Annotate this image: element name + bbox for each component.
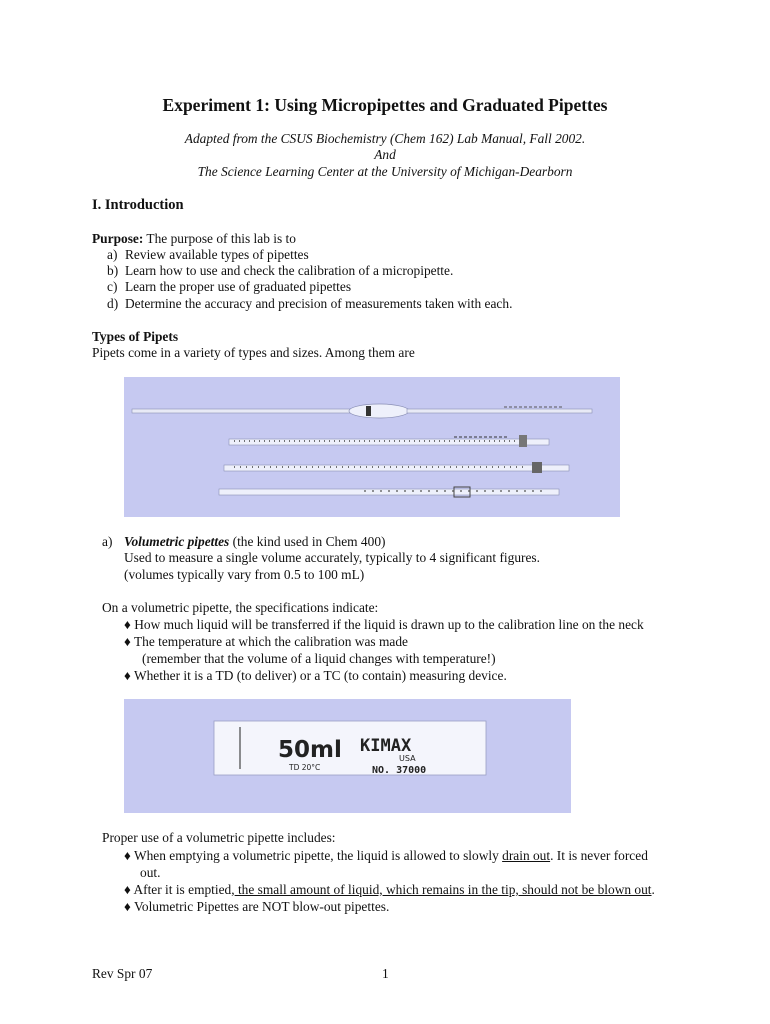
temp-text: TD 20°C: [289, 763, 321, 772]
volumetric-pipette-drawing: [132, 404, 592, 418]
pipette-label-photo: [124, 699, 571, 813]
diamond-bullet-icon: ♦: [124, 882, 131, 897]
volumetric-line-3: (volumes typically vary from 0.5 to 100 mL): [124, 567, 365, 582]
spec-item-note: (remember that the volume of a liquid changes with temperature!): [142, 651, 496, 666]
purpose-label: Purpose:: [92, 231, 144, 246]
diamond-bullet-icon: ♦: [124, 634, 131, 649]
purpose-item: a) Review available types of pipettes: [107, 247, 309, 262]
proper-item: ♦ After it is emptied, the small amount of liquid, which remains in the tip, should not be blown out.: [124, 882, 655, 897]
volume-text: 50ml: [278, 737, 342, 763]
volumetric-line-2: Used to measure a single volume accurately, typically to 4 significant figures.: [124, 550, 540, 565]
graduated-pipette-drawing: [229, 435, 549, 447]
graduated-pipette-drawing-2: [224, 462, 569, 473]
volumetric-heading: a) Volumetric pipettes (the kind used in Chem 400): [102, 534, 386, 549]
pipettes-photo: [124, 377, 620, 517]
brand-text: KIMAX: [360, 736, 412, 756]
purpose-item: b) Learn how to use and check the calibration of a micropipette.: [107, 263, 454, 278]
spec-item: ♦ Whether it is a TD (to deliver) or a TC (to contain) measuring device.: [124, 668, 507, 683]
types-text: Pipets come in a variety of types and sizes. Among them are: [92, 345, 415, 360]
diamond-bullet-icon: ♦: [124, 668, 131, 683]
spec-item: ♦ The temperature at which the calibration was made: [124, 634, 408, 649]
spec-intro: On a volumetric pipette, the specifications indicate:: [102, 600, 379, 615]
purpose-item: d) Determine the accuracy and precision of measurements taken with each.: [107, 296, 513, 311]
country-text: USA: [399, 754, 416, 763]
spec-item: ♦ How much liquid will be transferred if the liquid is drawn up to the calibration line on the neck: [124, 617, 644, 632]
adapted-line-1: Adapted from the CSUS Biochemistry (Chem 162) Lab Manual, Fall 2002.: [184, 131, 586, 146]
purpose-line: [92, 231, 296, 247]
proper-intro: Proper use of a volumetric pipette includes:: [102, 830, 336, 845]
graduated-pipette-drawing-3: [219, 487, 559, 497]
footer-revision: Rev Spr 07: [92, 966, 153, 981]
types-heading: Types of Pipets: [92, 329, 179, 344]
purpose-text: The purpose of this lab is to: [143, 231, 296, 246]
diamond-bullet-icon: ♦: [124, 848, 131, 863]
volumetric-name: Volumetric pipettes: [124, 534, 230, 549]
section-heading: I. Introduction: [92, 197, 184, 213]
proper-item: ♦ Volumetric Pipettes are NOT blow-out pipettes.: [124, 899, 390, 914]
diamond-bullet-icon: ♦: [124, 617, 131, 632]
proper-item: ♦ When emptying a volumetric pipette, the liquid is allowed to slowly drain out. It is never forced: [124, 848, 648, 863]
purpose-item: c) Learn the proper use of graduated pipettes: [107, 279, 352, 294]
adapted-line-2: And: [374, 147, 396, 162]
adapted-line-3: The Science Learning Center at the University of Michigan-Dearborn: [197, 164, 573, 179]
proper-item-cont: out.: [140, 865, 161, 880]
page-title: Experiment 1: Using Micropipettes and Graduated Pipettes: [162, 95, 608, 115]
number-text: NO. 37000: [372, 765, 427, 776]
diamond-bullet-icon: ♦: [124, 899, 131, 914]
page-number: 1: [382, 966, 389, 981]
